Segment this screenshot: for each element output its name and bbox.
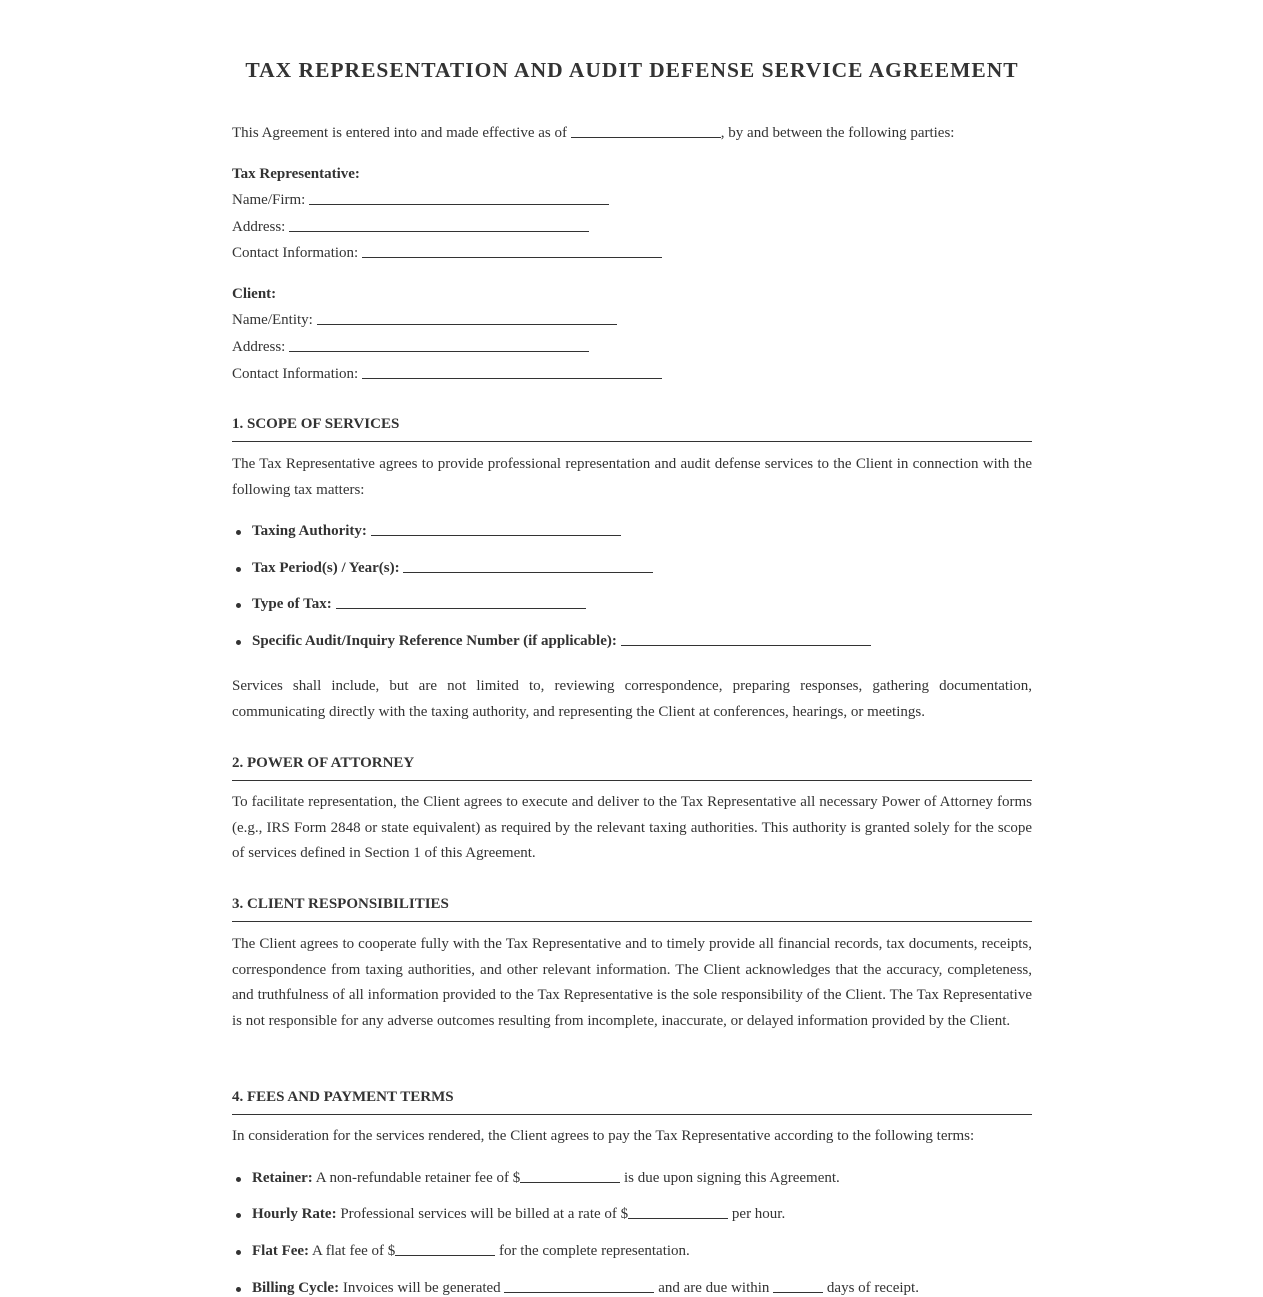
- tax-rep-contact-row: [232, 245, 662, 262]
- tax-rep-name-field[interactable]: [309, 203, 609, 205]
- fee-item-label: Flat Fee:: [252, 1243, 310, 1259]
- tax-rep-address-label: Address:: [232, 219, 286, 235]
- fee-item-text: per hour.: [728, 1206, 786, 1222]
- fee-item-text: and are due within: [654, 1280, 774, 1296]
- tax-rep-heading: Tax Representative:: [232, 166, 360, 182]
- section-1-closing: Services shall include, but are not limited to, reviewing correspondence, preparing responses, gathering documentation, communicating directly with the taxing authority, and representing the Client at conferences, hearings, or meetings.: [232, 678, 1032, 720]
- client-contact-field[interactable]: [362, 377, 662, 379]
- document-title: TAX REPRESENTATION AND AUDIT DEFENSE SERVICE AGREEMENT: [245, 58, 1019, 82]
- fee-item-text: Invoices will be generated: [339, 1280, 505, 1296]
- fee-item-hourly-rate: [252, 1206, 785, 1223]
- scope-item-label: Type of Tax:: [252, 596, 332, 612]
- fee-item-flat-fee: [252, 1243, 690, 1260]
- section-4-heading: 4. FEES AND PAYMENT TERMS: [232, 1089, 1032, 1115]
- client-address-row: [232, 339, 589, 356]
- tax-rep-contact-field[interactable]: [362, 256, 662, 258]
- scope-item-taxing-authority: [252, 523, 621, 540]
- flat-fee-field[interactable]: [395, 1254, 495, 1256]
- billing-frequency-field[interactable]: [504, 1291, 654, 1293]
- scope-item-reference-number: [252, 633, 871, 650]
- fee-item-text: A non-refundable retainer fee of $: [312, 1170, 521, 1186]
- section-1-intro: The Tax Representative agrees to provide professional representation and audit defense services to the Client in connection with the following tax matters:: [232, 456, 1032, 498]
- scope-item-type-of-tax: [252, 596, 586, 613]
- section-1-heading: 1. SCOPE OF SERVICES: [232, 416, 1032, 442]
- taxing-authority-field[interactable]: [371, 534, 621, 536]
- tax-rep-contact-label: Contact Information:: [232, 245, 359, 261]
- fee-item-text: Professional services will be billed at a rate of $: [336, 1206, 629, 1222]
- section-4-intro: In consideration for the services rendered, the Client agrees to pay the Tax Representative according to the following terms:: [232, 1128, 975, 1144]
- fee-item-text: is due upon signing this Agreement.: [620, 1170, 840, 1186]
- scope-item-tax-period: [252, 560, 653, 577]
- effective-date-field[interactable]: [571, 136, 721, 138]
- reference-number-field[interactable]: [621, 644, 871, 646]
- intro-text-after: , by and between the following parties:: [720, 125, 955, 141]
- fee-item-retainer: [252, 1170, 840, 1187]
- tax-rep-name-label: Name/Firm:: [232, 192, 306, 208]
- client-address-field[interactable]: [289, 350, 589, 352]
- section-3-body: The Client agrees to cooperate fully with the Tax Representative and to timely provide all financial records, tax documents, receipts, correspondence from taxing authorities, and other relevant information. The Client acknowledges that the accuracy, completeness, and truthfulness of all information provided to the Tax Representative is the sole responsibility of the Client. The Tax Representative is not responsible for any adverse outcomes resulting from incomplete, inaccurate, or delayed information provided by the Client.: [232, 936, 1032, 1029]
- client-name-label: Name/Entity:: [232, 312, 313, 328]
- tax-rep-address-field[interactable]: [289, 230, 589, 232]
- client-contact-label: Contact Information:: [232, 366, 359, 382]
- payment-days-field[interactable]: [773, 1291, 823, 1293]
- hourly-rate-field[interactable]: [628, 1217, 728, 1219]
- client-contact-row: [232, 366, 662, 383]
- section-2-body: To facilitate representation, the Client agrees to execute and deliver to the Tax Representative all necessary Power of Attorney forms (e.g., IRS Form 2848 or state equivalent) as required by the relevant taxing authorities. This authority is granted solely for the scope of services defined in Section 1 of this Agreement.: [232, 794, 1032, 861]
- tax-period-field[interactable]: [403, 571, 653, 573]
- scope-item-label: Specific Audit/Inquiry Reference Number (if applicable):: [252, 633, 617, 649]
- fee-item-text: for the complete representation.: [495, 1243, 690, 1259]
- client-address-label: Address:: [232, 339, 286, 355]
- fee-item-label: Hourly Rate:: [252, 1206, 337, 1222]
- scope-item-label: Taxing Authority:: [252, 523, 367, 539]
- section-2-heading: 2. POWER OF ATTORNEY: [232, 755, 1032, 781]
- client-name-field[interactable]: [317, 323, 617, 325]
- section-3-heading: 3. CLIENT RESPONSIBILITIES: [232, 896, 1032, 922]
- scope-item-label: Tax Period(s) / Year(s):: [252, 560, 400, 576]
- tax-rep-address-row: [232, 219, 589, 236]
- client-heading: Client:: [232, 286, 277, 302]
- fee-item-text: A flat fee of $: [309, 1243, 396, 1259]
- fee-item-label: Billing Cycle:: [252, 1280, 340, 1296]
- intro-text-before: This Agreement is entered into and made effective as of: [232, 125, 568, 141]
- retainer-amount-field[interactable]: [520, 1181, 620, 1183]
- client-name-row: [232, 312, 617, 329]
- tax-rep-name-row: [232, 192, 609, 209]
- type-of-tax-field[interactable]: [336, 607, 586, 609]
- fee-item-billing-cycle: [252, 1280, 919, 1297]
- fee-item-label: Retainer:: [252, 1170, 313, 1186]
- intro-line: [232, 125, 954, 142]
- fee-item-text: days of receipt.: [823, 1280, 919, 1296]
